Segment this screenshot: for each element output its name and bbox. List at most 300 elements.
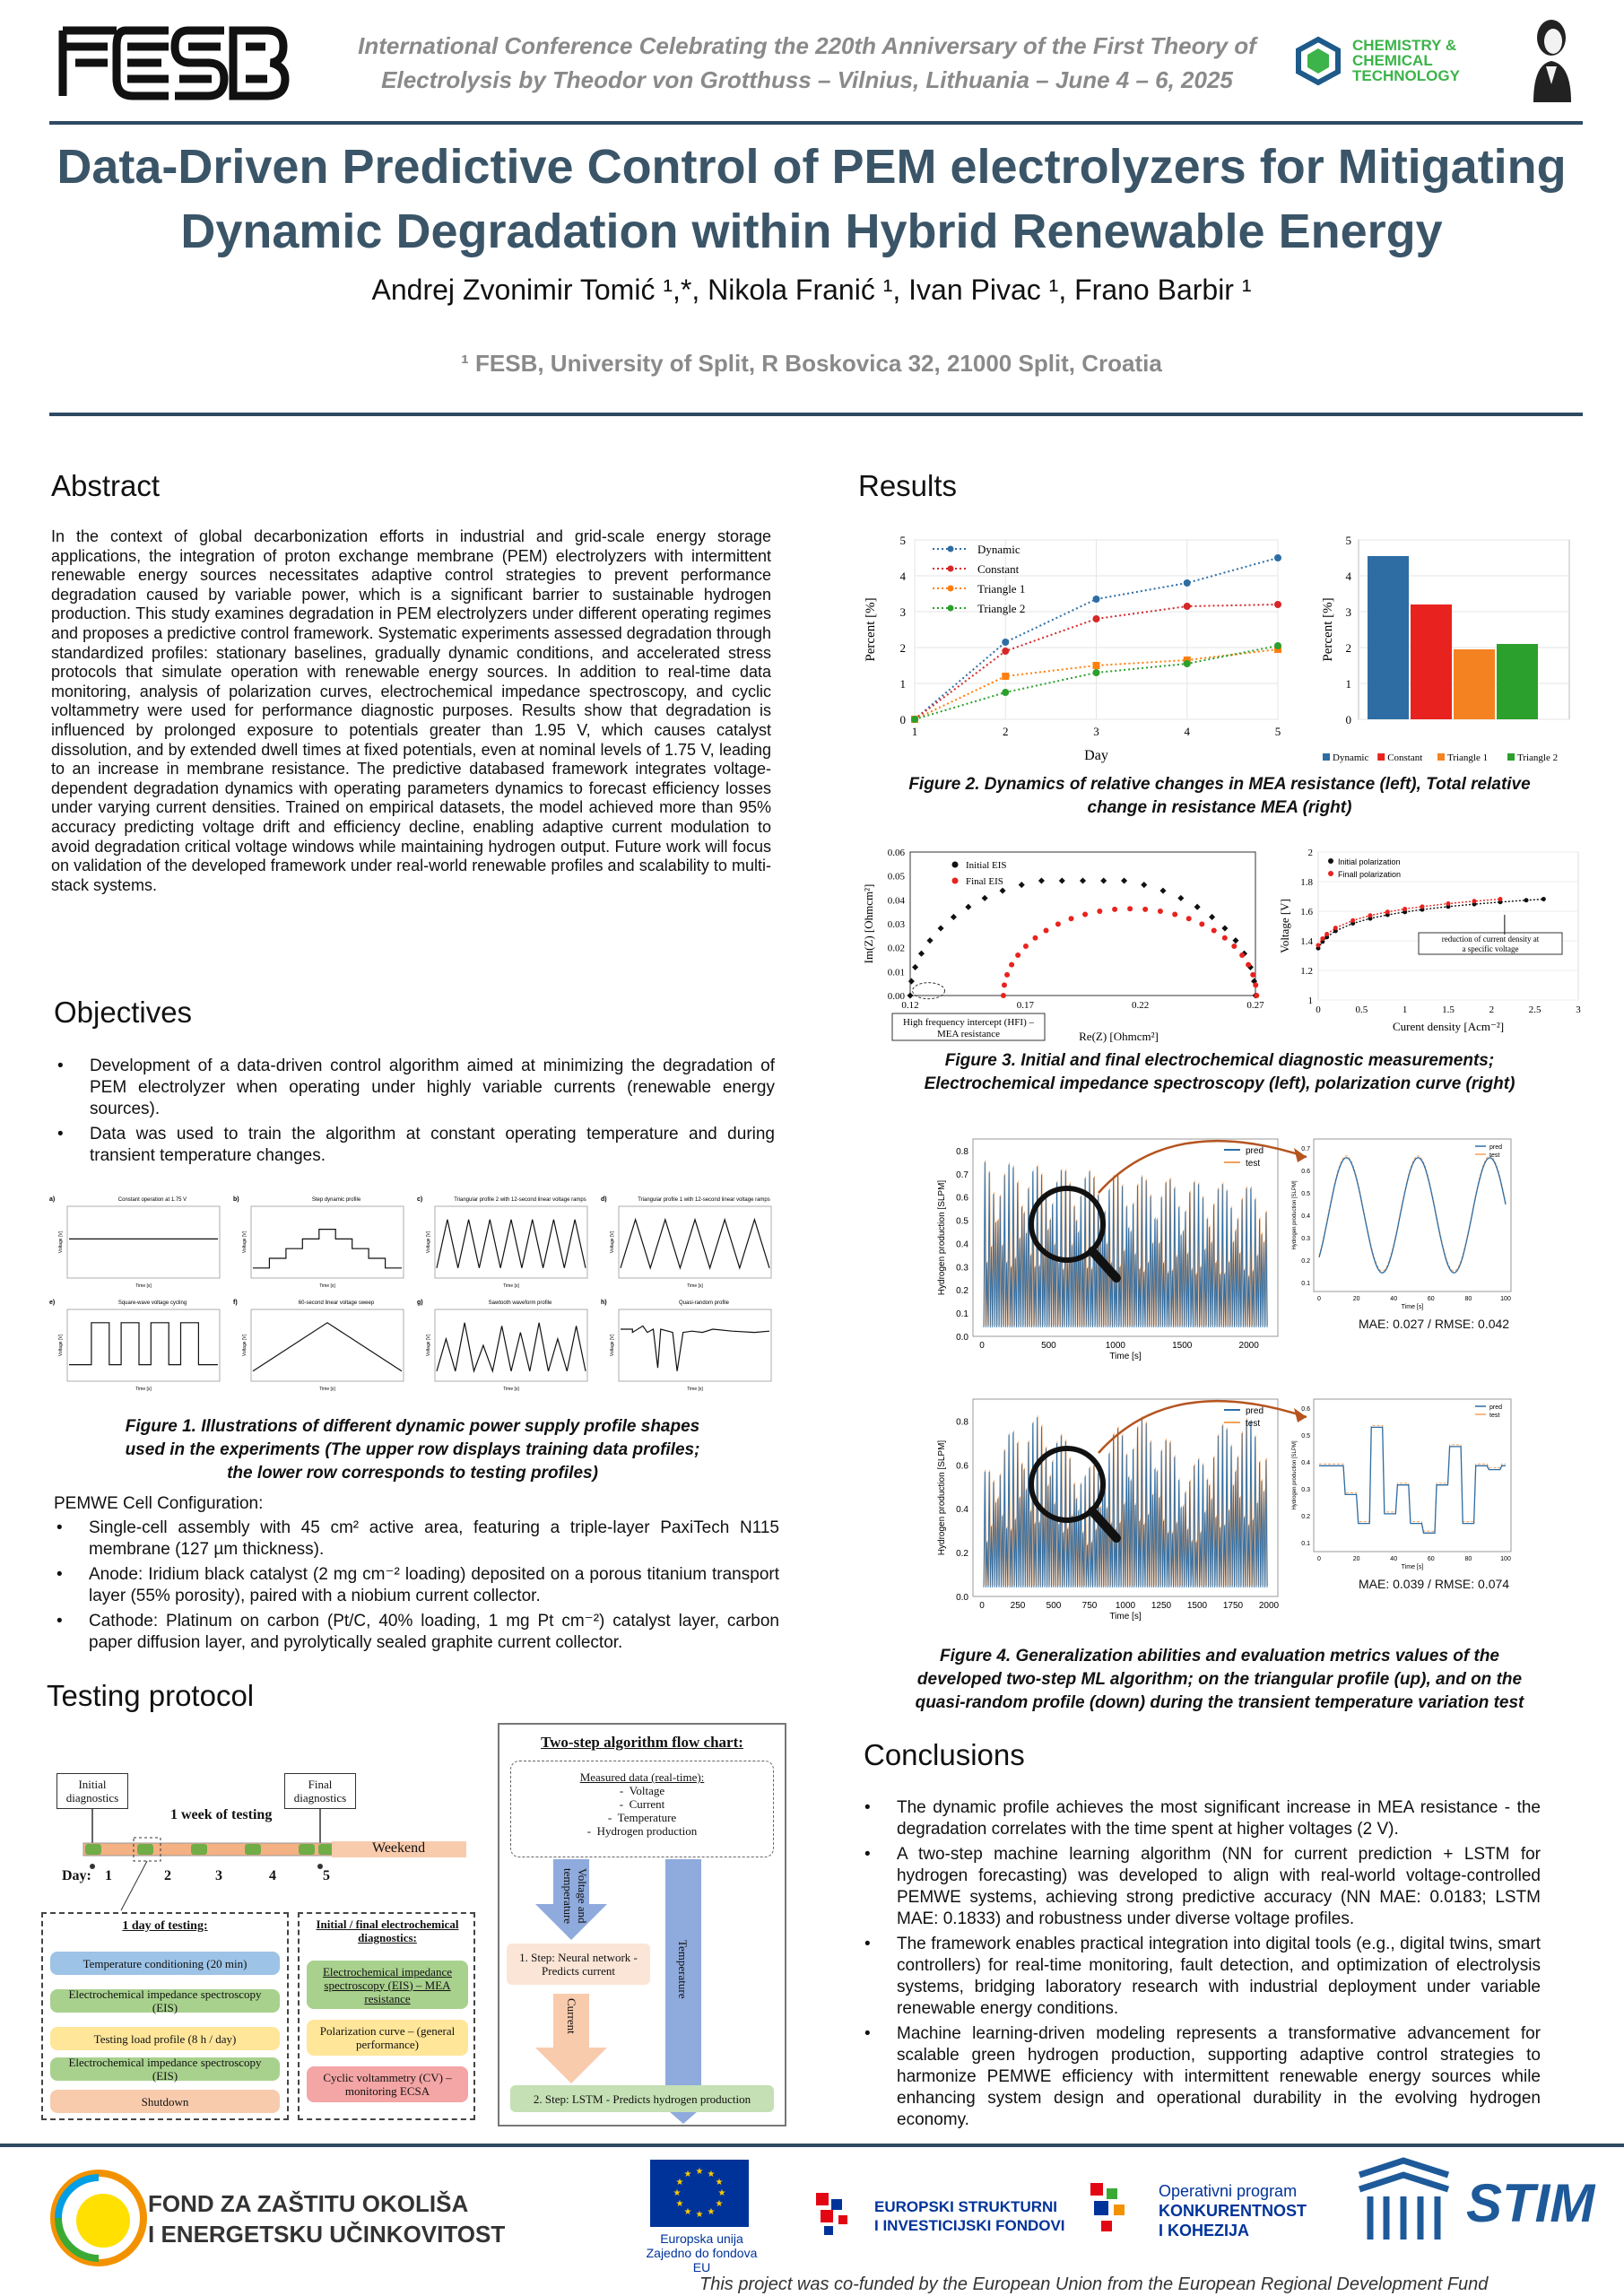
x-tick-label: 0.22 bbox=[1132, 1000, 1150, 1011]
svg-text:★: ★ bbox=[673, 2188, 682, 2198]
step1-box: 1. Step: Neural network - Predicts current bbox=[507, 1944, 650, 1985]
svg-text:★: ★ bbox=[695, 2167, 704, 2177]
figure-2-line-chart bbox=[856, 522, 1305, 764]
arrow-voltage-label: Voltage and temperature bbox=[561, 1868, 589, 1925]
y-tick-label: 0.7 bbox=[956, 1170, 968, 1180]
legend-label: pred bbox=[1246, 1406, 1264, 1416]
legend-label: Initial EIS bbox=[966, 860, 1007, 871]
conclusion-item: • Machine learning-driven modeling represents a transformative advancement for scalable green hydrogen production, supporting adaptive control strategies to harmonize PEMWE efficiency with intermittent renewable energy sources while enhancing system design and operational durability in the evolving hydrogen economy. bbox=[859, 2023, 1541, 2131]
title-line-1: Data-Driven Predictive Control of PEM electrolyzers for Mitigating bbox=[56, 140, 1567, 194]
zoom-y-tick-label: 0.6 bbox=[1301, 1169, 1310, 1175]
data-point bbox=[1250, 972, 1255, 978]
x-axis-label: Time [s] bbox=[1109, 1352, 1142, 1361]
panel-ylabel: Voltage [V] bbox=[58, 1231, 64, 1254]
panel-ylabel: Voltage [V] bbox=[426, 1334, 431, 1357]
legend-label: Dynamic bbox=[1333, 752, 1369, 763]
conference-line-2: Electrolysis by Theodor von Grotthuss – Vilnius, Lithuania – June 4 – 6, 2025 bbox=[381, 66, 1233, 93]
legend-label: Constant bbox=[1387, 752, 1423, 763]
x-tick-label: 1.5 bbox=[1442, 1004, 1455, 1015]
panel-xlabel: Time [s] bbox=[319, 1387, 335, 1392]
legend-label: Constant bbox=[977, 562, 1020, 576]
figure-4-predictions bbox=[928, 1121, 1556, 1623]
panel-xlabel: Time [s] bbox=[503, 1387, 519, 1392]
conclusions-heading: Conclusions bbox=[864, 1738, 1025, 1771]
zoom-plot-area bbox=[1314, 1139, 1511, 1292]
title-line-2: Dynamic Degradation within Hybrid Renewable Energy bbox=[180, 204, 1443, 258]
fzoeu-text bbox=[148, 2188, 505, 2249]
data-point bbox=[1472, 899, 1477, 903]
cell-config-item: • Anode: Iridium black catalyst (2 mg cm⁻² loading) deposited on a porous titanium transport layer (55% porosity), paired with a niobium current collector. bbox=[51, 1564, 779, 1607]
step-temperature-conditioning: Temperature conditioning (20 min) bbox=[50, 1952, 280, 1975]
testing-protocol-heading: Testing protocol bbox=[47, 1679, 255, 1712]
y-axis-label: Im(Z) [Ohmcm²] bbox=[862, 883, 875, 964]
zoom-x-tick-label: 40 bbox=[1390, 1556, 1398, 1562]
svg-text:★: ★ bbox=[707, 2170, 716, 2179]
panel-title: Square-wave voltage cycling bbox=[117, 1300, 187, 1306]
zoom-x-tick-label: 40 bbox=[1390, 1296, 1398, 1302]
figure-3-caption-line-2: Electrochemical impedance spectroscopy (left), polarization curve (right) bbox=[924, 1074, 1515, 1093]
svg-text:★: ★ bbox=[695, 2210, 704, 2220]
logo-fesb-text: FESB bbox=[54, 20, 56, 21]
y-axis-label: Percent [%] bbox=[1321, 597, 1335, 662]
day-number: 3 bbox=[215, 1868, 222, 1883]
flowchart-title: Two-step algorithm flow chart: bbox=[541, 1734, 743, 1751]
annotation-text: MEA resistance bbox=[937, 1029, 1000, 1039]
zoom-y-tick-label: 0.6 bbox=[1301, 1406, 1310, 1413]
panel-xlabel: Time [s] bbox=[687, 1387, 703, 1392]
y-tick-label: 1.6 bbox=[1300, 907, 1313, 918]
x-tick-label: 0.5 bbox=[1355, 1004, 1368, 1015]
data-point bbox=[1239, 952, 1245, 958]
x-tick-label: 250 bbox=[1010, 1601, 1026, 1611]
legend-swatch bbox=[1437, 753, 1445, 761]
day-number: 1 bbox=[105, 1868, 112, 1883]
eu-text bbox=[641, 2231, 762, 2274]
data-point bbox=[1231, 944, 1237, 949]
data-point bbox=[1082, 911, 1088, 917]
figure-1-caption-line-3: the lower row corresponds to testing profiles) bbox=[227, 1464, 598, 1483]
figure-2-caption bbox=[861, 773, 1578, 820]
annotation-text: High frequency intercept (HFI) – bbox=[902, 1017, 1035, 1028]
op-logo-icon bbox=[1087, 2179, 1141, 2242]
bar bbox=[1368, 556, 1409, 719]
data-point bbox=[1044, 928, 1049, 934]
conference-header bbox=[332, 29, 1282, 97]
zoom-y-tick-label: 0.3 bbox=[1301, 1487, 1310, 1493]
objectives-heading: Objectives bbox=[54, 996, 193, 1029]
zoom-y-tick-label: 0.1 bbox=[1301, 1541, 1310, 1547]
day-of-testing-box bbox=[41, 1912, 289, 2120]
legend-marker bbox=[952, 878, 959, 884]
measured-item: - Current bbox=[619, 1797, 665, 1811]
abstract-text: In the context of global decarbonization efforts in industrial and grid-scale energy storage applications, the integration of proton exchange membrane (PEM) electrolyzers with intermittent renewable energy sources necessitates adaptive control strategies to prevent performance degradation caused by variable power, which is a significant barrier to sustainable hydrogen production. This study examines degradation in PEM electrolyzers under different operating regimes and proposes a predictive control framework. Systematic experiments assessed degradation through standardized profiles: stationary baselines, gradually dynamic conditions, and accelerated stress protocols that simulate operation with renewable energy sources. In addition to real-time data monitoring, analysis of polarization curves, electrochemical impedance spectroscopy, and cyclic voltammetry were used for performance diagnostic purposes. Results show that degradation is influenced by prolonged exposure to potentials greater than 1.95 V, which causes catalyst dissolution, and by extended dwell times at fixed potentials, even at nominal levels of 1.75 V, leading to an increase in membrane resistance. The predictive databased framework integrates voltage-dependent degradation dynamics with operating parameters dynamics to forecast efficiency losses under varying current densities. Trained on empirical datasets, the model achieved more than 95% accuracy predicting voltage drift and efficiency decline, enabling adaptive current modulation to avoid degradation critical voltage windows while maintaining hydrogen output. Future work will focus on validation of the developed framework under real-world renewable profiles and scalability to multi-stack systems. bbox=[51, 527, 771, 894]
zoom-x-tick-label: 60 bbox=[1427, 1556, 1435, 1562]
flowchart-box bbox=[498, 1723, 786, 2126]
affiliation: ¹ FESB, University of Split, R Boskovica 32, 21000 Split, Croatia bbox=[461, 350, 1162, 377]
fzoeu-line-2: I ENERGETSKU UČINKOVITOST bbox=[148, 2221, 506, 2248]
y-tick-label: 0.6 bbox=[956, 1461, 968, 1472]
annotation-text: reduction of current density at bbox=[1441, 935, 1540, 944]
panel-ylabel: Voltage [V] bbox=[242, 1231, 248, 1254]
testing-timeline bbox=[49, 1762, 471, 1906]
zoom-x-axis-label: Time [s] bbox=[1401, 1564, 1424, 1570]
panel-ylabel: Voltage [V] bbox=[242, 1334, 248, 1357]
data-point bbox=[1002, 982, 1007, 987]
panel-ylabel: Voltage [V] bbox=[610, 1334, 615, 1357]
day-label: Day: bbox=[62, 1868, 91, 1883]
x-tick-label: 2000 bbox=[1238, 1341, 1259, 1351]
step-eis-1: Electrochemical impedance spectroscopy (EIS) bbox=[50, 1989, 280, 2013]
figure-2-caption-line-1: Figure 2. Dynamics of relative changes in MEA resistance (left), Total relative bbox=[908, 775, 1531, 794]
zoom-y-tick-label: 0.5 bbox=[1301, 1433, 1310, 1439]
conclusions-list bbox=[859, 1797, 1541, 2135]
y-tick-label: 3 bbox=[1345, 605, 1351, 619]
svg-text:★: ★ bbox=[715, 2178, 724, 2187]
x-axis-label: Curent density [Acm⁻²] bbox=[1392, 1020, 1505, 1033]
y-tick-label: 0.4 bbox=[956, 1505, 968, 1516]
figure-3-caption-line-1: Figure 3. Initial and final electrochemical diagnostic measurements; bbox=[944, 1051, 1495, 1070]
svg-text:★: ★ bbox=[717, 2188, 726, 2198]
data-point bbox=[1184, 579, 1191, 587]
zoom-y-axis-label: Hydrogen production [SLPM] bbox=[1292, 1440, 1298, 1510]
day-number: 4 bbox=[269, 1868, 276, 1883]
eu-line-1: Europska unija bbox=[660, 2231, 743, 2246]
objective-item: • Development of a data-driven control algorithm aimed at minimizing the degradation of PEM electrolyzer when operating under highly variable currents (renewable energy sources). bbox=[52, 1056, 775, 1120]
metric-bottom: MAE: 0.039 / RMSE: 0.074 bbox=[1359, 1577, 1510, 1591]
x-tick-label: 4 bbox=[1184, 725, 1190, 738]
data-point bbox=[1541, 897, 1546, 901]
data-point bbox=[1184, 603, 1191, 610]
panel-tag: h) bbox=[601, 1300, 607, 1306]
panel-ylabel: Voltage [V] bbox=[426, 1231, 431, 1254]
grotthuss-portrait-icon bbox=[1524, 13, 1578, 102]
zoom-x-tick-label: 100 bbox=[1500, 1556, 1511, 1562]
data-point bbox=[1172, 911, 1177, 917]
conclusion-item: • The dynamic profile achieves the most significant increase in MEA resistance - the degradation correlates with the time spent at higher voltages (2 V). bbox=[859, 1797, 1541, 1840]
panel-tag: d) bbox=[601, 1196, 607, 1203]
data-point bbox=[1023, 944, 1029, 949]
data-point bbox=[1002, 648, 1009, 655]
panel-tag: b) bbox=[233, 1196, 239, 1203]
zoom-legend-label: test bbox=[1489, 1413, 1500, 1419]
zoom-x-tick-label: 80 bbox=[1464, 1296, 1472, 1302]
figure-4-caption-line-2: developed two-step ML algorithm; on the triangular profile (up), and on the bbox=[916, 1670, 1523, 1689]
zoom-x-tick-label: 0 bbox=[1317, 1556, 1321, 1562]
panel-title: Step dynamic profile bbox=[311, 1197, 361, 1203]
x-axis-label: Day bbox=[1084, 748, 1108, 763]
y-axis-label: Percent [%] bbox=[864, 597, 878, 662]
y-axis-label: Hydrogen production [SLPM] bbox=[937, 1179, 947, 1296]
author-list: Andrej Zvonimir Tomić ¹,*, Nikola Franić ¹, Ivan Pivac ¹, Frano Barbir ¹ bbox=[371, 274, 1252, 306]
diag-polarization: Polarization curve – (general performance) bbox=[307, 2020, 468, 2056]
op-line-3: I KOHEZIJA bbox=[1159, 2222, 1250, 2239]
measured-item: - Temperature bbox=[607, 1811, 677, 1824]
data-point bbox=[1093, 615, 1100, 622]
measured-item: - Hydrogen production bbox=[586, 1824, 698, 1838]
objective-item: • Data was used to train the algorithm at constant operating temperature and during transient temperature changes. bbox=[52, 1124, 775, 1167]
zoom-legend-label: test bbox=[1489, 1152, 1500, 1159]
title-rule bbox=[49, 413, 1583, 416]
measured-data-title: Measured data (real-time): bbox=[579, 1770, 705, 1784]
panel-xlabel: Time [s] bbox=[319, 1283, 335, 1289]
data-point bbox=[1004, 972, 1010, 978]
week-label: 1 week of testing bbox=[170, 1807, 273, 1822]
y-tick-label: 0.1 bbox=[956, 1309, 968, 1320]
data-point bbox=[1186, 916, 1192, 921]
flowchart-arrows bbox=[499, 1725, 788, 2128]
bar bbox=[1497, 644, 1538, 719]
legend-label: Dynamic bbox=[977, 543, 1020, 556]
data-point bbox=[1127, 906, 1133, 911]
data-point bbox=[1274, 554, 1281, 561]
panel-frame bbox=[251, 1309, 404, 1381]
step-shutdown: Shutdown bbox=[50, 2090, 280, 2113]
data-point bbox=[1274, 642, 1281, 649]
zoom-x-tick-label: 0 bbox=[1317, 1296, 1321, 1302]
legend-label: Triangle 1 bbox=[1447, 752, 1489, 763]
x-tick-label: 0 bbox=[979, 1341, 985, 1351]
data-point bbox=[1002, 673, 1009, 680]
y-tick-label: 1.8 bbox=[1300, 877, 1313, 888]
data-point bbox=[1199, 921, 1204, 926]
data-point bbox=[1142, 907, 1148, 912]
data-point bbox=[1032, 935, 1038, 941]
legend-label: Finall polarization bbox=[1338, 870, 1402, 879]
panel-frame bbox=[619, 1309, 771, 1381]
panel-xlabel: Time [s] bbox=[135, 1283, 152, 1289]
panel-ylabel: Voltage [V] bbox=[58, 1334, 64, 1357]
y-tick-label: 0 bbox=[1345, 713, 1351, 726]
y-tick-label: 0.06 bbox=[887, 848, 905, 858]
conclusion-item: • The framework enables practical integration into digital tools (e.g., digital twins, smart controllers) for real-time monitoring, fault detection, and optimization of electrolysis systems, bridging laboratory research with industrial deployment under variable renewable energy conditions. bbox=[859, 1934, 1541, 2020]
x-tick-label: 2 bbox=[1489, 1004, 1495, 1015]
data-point bbox=[1498, 897, 1503, 901]
y-tick-label: 0.02 bbox=[887, 943, 905, 954]
panel-tag: g) bbox=[417, 1300, 423, 1306]
esif-text bbox=[874, 2197, 1065, 2235]
panel-title: Constant operation at 1.75 V bbox=[117, 1197, 187, 1203]
footer-rule bbox=[0, 2144, 1624, 2147]
legend-label: Initial polarization bbox=[1338, 857, 1401, 866]
x-tick-label: 1500 bbox=[1186, 1601, 1208, 1611]
figure-4-caption-line-1: Figure 4. Generalization abilities and evaluation metrics values of the bbox=[939, 1647, 1499, 1665]
x-tick-label: 1 bbox=[911, 725, 918, 738]
x-tick-label: 0.12 bbox=[901, 1000, 919, 1011]
zoom-y-tick-label: 0.2 bbox=[1301, 1258, 1310, 1265]
x-tick-label: 0.27 bbox=[1246, 1000, 1264, 1011]
y-tick-label: 0.2 bbox=[956, 1286, 968, 1297]
y-tick-label: 1 bbox=[899, 677, 906, 691]
data-point bbox=[1333, 926, 1338, 930]
final-diagnostics-label: Final diagnostics bbox=[293, 1778, 347, 1805]
data-point bbox=[1368, 913, 1373, 918]
y-tick-label: 1 bbox=[1307, 996, 1313, 1006]
stim-logo: STIM bbox=[1466, 2173, 1595, 2233]
figure-3 bbox=[856, 841, 1587, 1043]
y-tick-label: 1 bbox=[1345, 677, 1351, 691]
x-tick-label: 1750 bbox=[1222, 1601, 1244, 1611]
conference-line-1: International Conference Celebrating the 220th Anniversary of the First Theory of bbox=[358, 32, 1256, 59]
figure-1 bbox=[49, 1188, 776, 1390]
x-tick-label: 2000 bbox=[1258, 1601, 1280, 1611]
legend-label: Triangle 2 bbox=[1517, 752, 1559, 763]
svg-text:★: ★ bbox=[683, 2207, 692, 2217]
svg-text:★: ★ bbox=[715, 2199, 724, 2209]
panel-title: 60-second linear voltage sweep bbox=[298, 1300, 375, 1306]
figure-4-caption bbox=[861, 1645, 1578, 1715]
data-point bbox=[1222, 935, 1228, 941]
data-point bbox=[1446, 901, 1451, 906]
zoom-plot-area bbox=[1314, 1399, 1511, 1552]
fzoeu-logo-icon bbox=[49, 2169, 148, 2267]
data-point bbox=[1253, 982, 1258, 987]
y-axis-label: Hydrogen production [SLPM] bbox=[937, 1439, 947, 1556]
figure-2 bbox=[856, 522, 1587, 764]
figure-3-eis-chart bbox=[856, 841, 1269, 1043]
figure-1-caption bbox=[54, 1415, 771, 1485]
abstract-heading: Abstract bbox=[51, 469, 161, 502]
panel-tag: f) bbox=[233, 1300, 238, 1306]
objectives-list bbox=[52, 1056, 775, 1170]
esif-logo-icon bbox=[812, 2188, 865, 2242]
y-tick-label: 1.4 bbox=[1300, 936, 1313, 947]
data-point bbox=[1274, 601, 1281, 608]
zoom-y-tick-label: 0.4 bbox=[1301, 1460, 1310, 1466]
y-tick-label: 0.04 bbox=[887, 895, 905, 907]
zoom-y-tick-label: 0.5 bbox=[1301, 1191, 1310, 1197]
data-point bbox=[1009, 962, 1014, 968]
x-tick-label: 1000 bbox=[1115, 1601, 1136, 1611]
y-tick-label: 2 bbox=[899, 641, 906, 655]
svg-text:★: ★ bbox=[683, 2170, 692, 2179]
zoom-y-axis-label: Hydrogen production [SLPM] bbox=[1292, 1180, 1298, 1250]
y-tick-label: 4 bbox=[899, 570, 906, 583]
timeline-bar bbox=[49, 1762, 471, 1906]
y-tick-label: 0.2 bbox=[956, 1549, 968, 1560]
step-eis-2: Electrochemical impedance spectroscopy (EIS) bbox=[50, 2057, 280, 2081]
panel-tag: a) bbox=[49, 1196, 56, 1203]
panel-ylabel: Voltage [V] bbox=[610, 1231, 615, 1254]
svg-text:★: ★ bbox=[707, 2207, 716, 2217]
zoom-x-tick-label: 100 bbox=[1500, 1296, 1511, 1302]
panel-frame bbox=[67, 1309, 220, 1381]
poster-title bbox=[36, 135, 1587, 264]
fzoeu-line-1: FOND ZA ZAŠTITU OKOLIŠA bbox=[148, 2190, 469, 2217]
figure-1-caption-line-2: used in the experiments (The upper row displays training data profiles; bbox=[125, 1440, 700, 1459]
figure-2-bar-chart bbox=[1323, 522, 1583, 764]
data-point bbox=[1403, 907, 1407, 911]
op-text bbox=[1159, 2181, 1307, 2240]
step2-box: 2. Step: LSTM - Predicts hydrogen production bbox=[510, 2085, 774, 2112]
data-point bbox=[1001, 993, 1006, 998]
y-tick-label: 0.0 bbox=[956, 1333, 968, 1343]
step-testing-load-profile: Testing load profile (8 h / day) bbox=[50, 2027, 280, 2050]
legend-label: test bbox=[1246, 1159, 1261, 1169]
metric-top: MAE: 0.027 / RMSE: 0.042 bbox=[1359, 1317, 1510, 1331]
cofund-statement: This project was co-funded by the European Union from the European Regional Development Fund bbox=[699, 2274, 1489, 2294]
data-point bbox=[1246, 962, 1251, 968]
data-point bbox=[1254, 993, 1259, 998]
data-point bbox=[1002, 639, 1009, 646]
legend-marker bbox=[1328, 871, 1333, 876]
y-tick-label: 3 bbox=[899, 605, 906, 619]
figure-2-caption-line-2: change in resistance MEA (right) bbox=[1087, 798, 1352, 817]
zoom-x-tick-label: 80 bbox=[1464, 1556, 1472, 1562]
data-point bbox=[1184, 660, 1191, 667]
data-point bbox=[1385, 909, 1390, 914]
figure-3-polarization-chart bbox=[1278, 841, 1583, 1043]
svg-text:★: ★ bbox=[675, 2199, 684, 2209]
data-point bbox=[1002, 689, 1009, 696]
initial-diagnostics-label: Initial diagnostics bbox=[65, 1778, 119, 1805]
op-line-2: KONKURENTNOST bbox=[1159, 2202, 1307, 2220]
legend-marker bbox=[948, 566, 954, 572]
x-tick-label: 0 bbox=[1316, 1004, 1321, 1015]
panel-xlabel: Time [s] bbox=[503, 1283, 519, 1289]
fesb-logo bbox=[54, 20, 291, 105]
arrow-temperature-label: Temperature bbox=[676, 1940, 690, 1999]
zoom-x-tick-label: 20 bbox=[1352, 1556, 1360, 1562]
zoom-y-tick-label: 0.3 bbox=[1301, 1236, 1310, 1242]
diag-cv: Cyclic voltammetry (CV) – monitoring ECSA bbox=[307, 2066, 468, 2102]
cct-line-1: CHEMISTRY & bbox=[1352, 37, 1457, 54]
y-tick-label: 0.05 bbox=[887, 871, 905, 883]
data-point bbox=[1069, 916, 1074, 921]
legend-marker bbox=[948, 586, 954, 592]
cell-config-list bbox=[51, 1518, 779, 1657]
bar bbox=[1454, 649, 1495, 719]
panel-frame bbox=[67, 1206, 220, 1278]
x-tick-label: 2.5 bbox=[1528, 1004, 1541, 1015]
panel-frame bbox=[619, 1206, 771, 1278]
x-tick-label: 0 bbox=[979, 1601, 985, 1611]
panel-tag: e) bbox=[49, 1300, 56, 1306]
legend-marker bbox=[948, 605, 954, 612]
zoom-y-tick-label: 0.1 bbox=[1301, 1281, 1310, 1287]
data-point bbox=[1324, 932, 1329, 936]
esif-line-1: EUROPSKI STRUKTURNI bbox=[874, 2198, 1058, 2215]
y-axis-label: Voltage [V] bbox=[1278, 899, 1291, 953]
legend-label: Triangle 1 bbox=[977, 582, 1026, 596]
arrow-current-label: Current bbox=[565, 1998, 578, 2034]
y-tick-label: 2 bbox=[1345, 641, 1351, 655]
legend-marker bbox=[952, 862, 959, 868]
zoom-legend-label: pred bbox=[1489, 1144, 1503, 1151]
y-tick-label: 0.01 bbox=[887, 967, 905, 978]
legend-swatch bbox=[1507, 753, 1515, 761]
day-number: 5 bbox=[323, 1868, 330, 1883]
data-point bbox=[1420, 904, 1425, 909]
day-box-title: 1 day of testing: bbox=[122, 1919, 208, 1933]
x-tick-label: 1250 bbox=[1151, 1601, 1172, 1611]
svg-text:★: ★ bbox=[675, 2178, 684, 2187]
zoom-x-tick-label: 20 bbox=[1352, 1296, 1360, 1302]
eu-line-2: Zajedno do fondova EU bbox=[646, 2246, 758, 2274]
annotation-text: a specific voltage bbox=[1462, 944, 1519, 953]
x-axis-label: Time [s] bbox=[1109, 1612, 1142, 1622]
panel-frame bbox=[251, 1206, 404, 1278]
legend-label: Triangle 2 bbox=[977, 602, 1026, 615]
cell-config-item: • Cathode: Platinum on carbon (Pt/C, 40% loading, 1 mg Pt cm⁻²) catalyst layer, carbon paper diffusion layer, and pyrolytically sealed graphite current collector. bbox=[51, 1611, 779, 1654]
legend-swatch bbox=[1323, 753, 1330, 761]
results-heading: Results bbox=[858, 469, 958, 502]
y-tick-label: 0.6 bbox=[956, 1193, 968, 1204]
y-tick-label: 5 bbox=[1345, 534, 1351, 547]
zoom-legend-label: pred bbox=[1489, 1405, 1503, 1411]
cell-config-heading: PEMWE Cell Configuration: bbox=[54, 1494, 264, 1513]
y-tick-label: 0.0 bbox=[956, 1593, 968, 1603]
data-point bbox=[1093, 669, 1100, 676]
